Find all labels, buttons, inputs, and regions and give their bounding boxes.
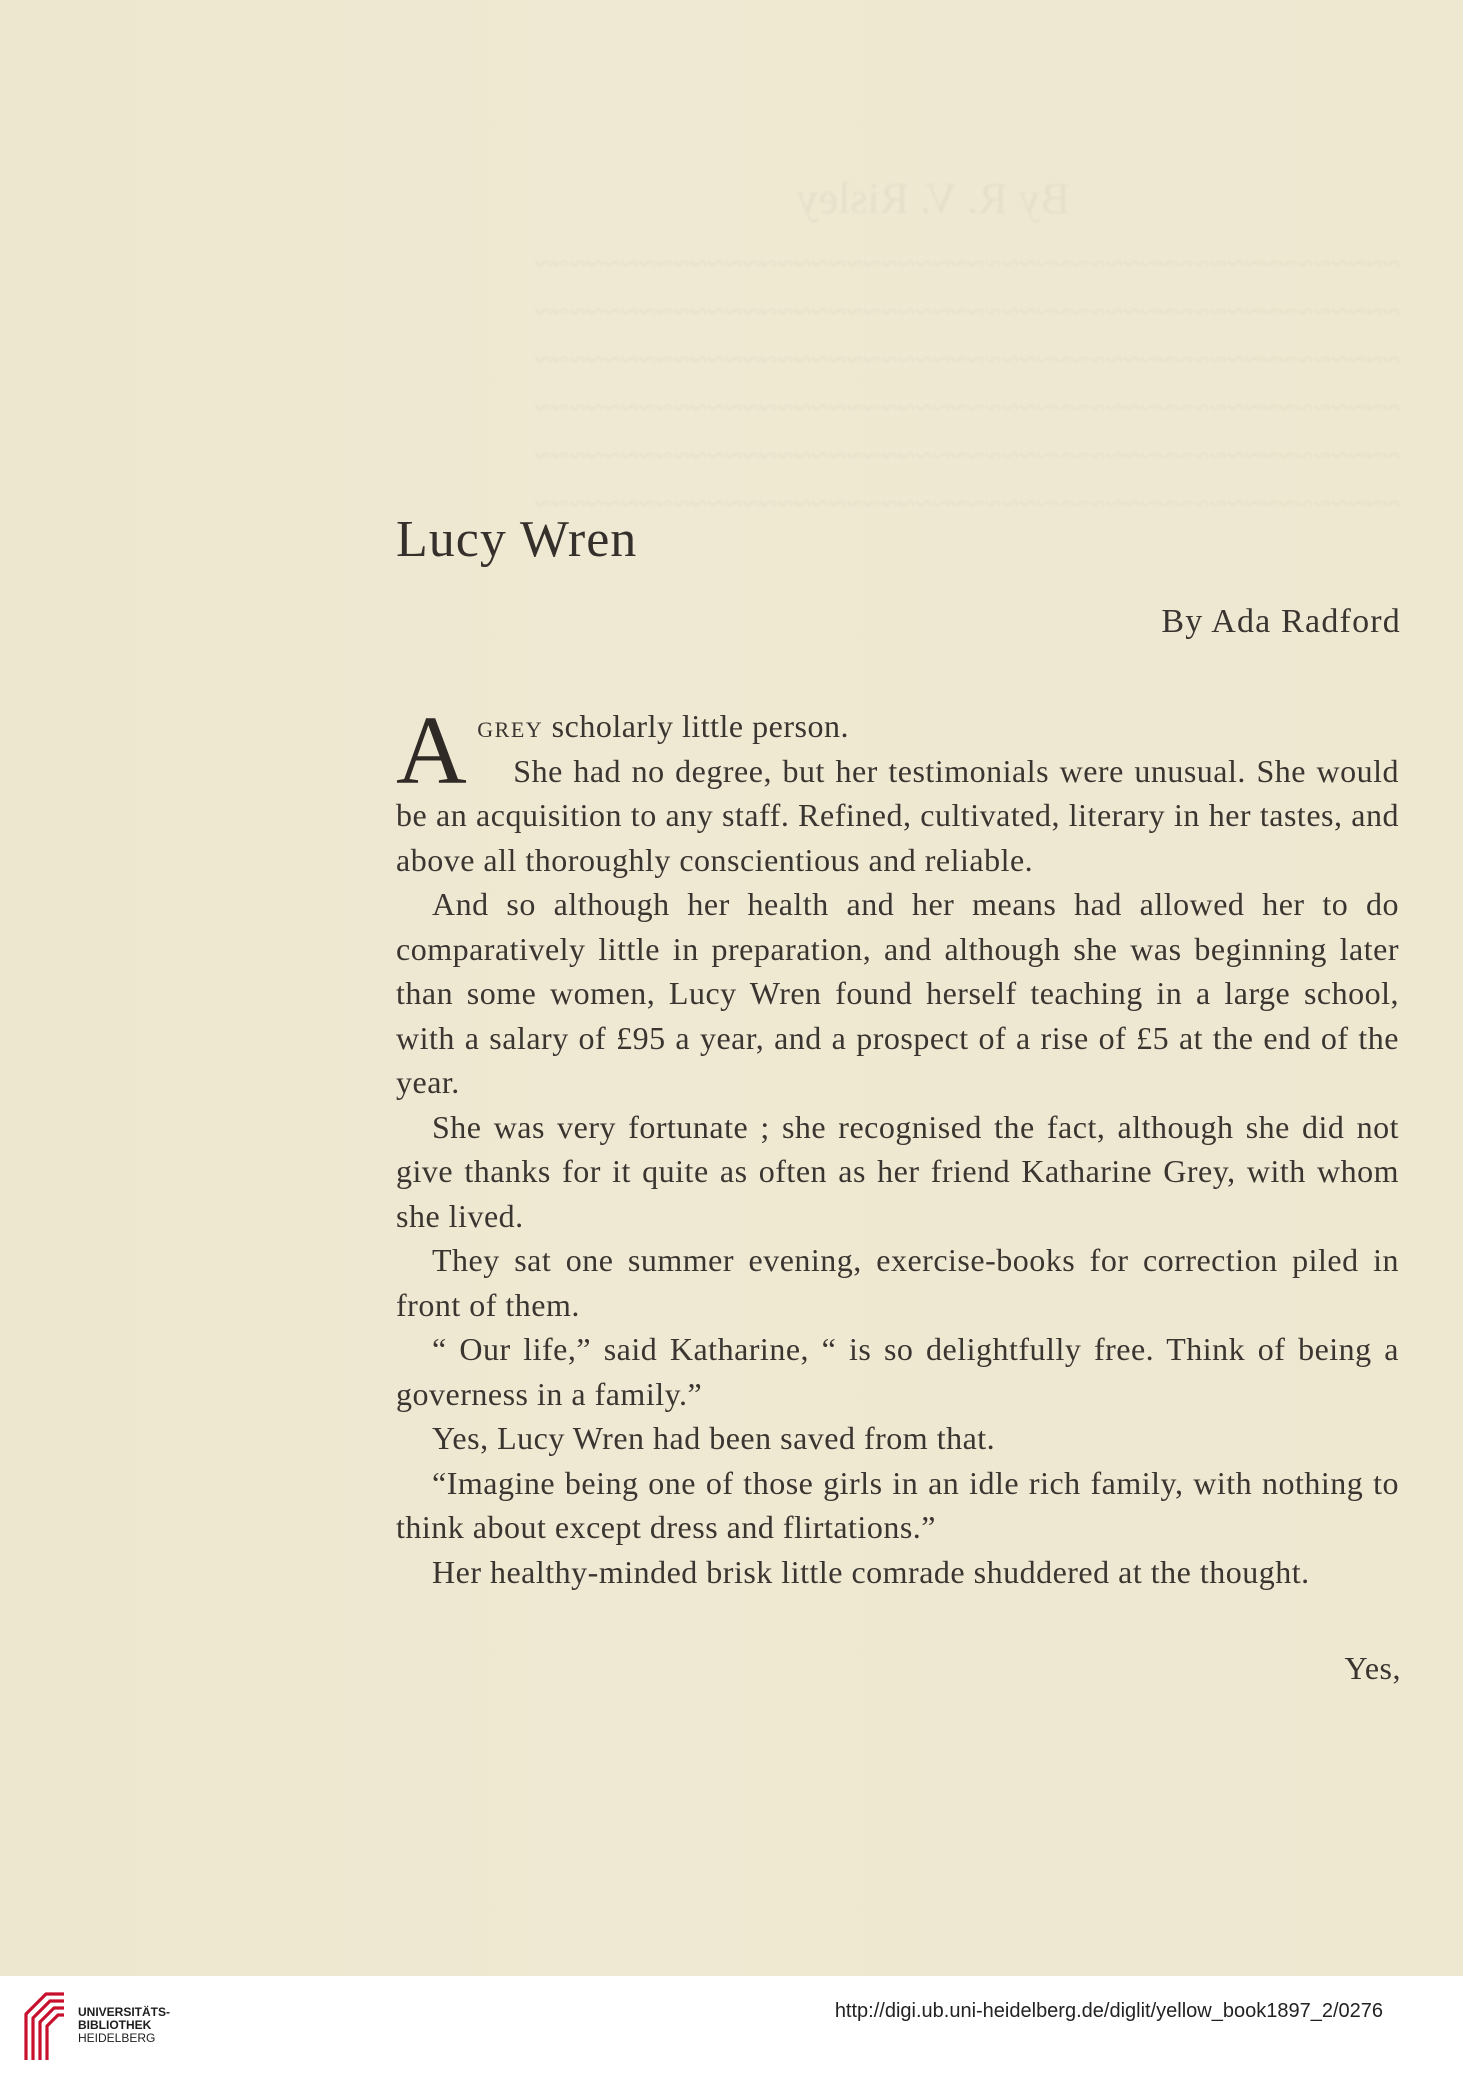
library-line-3: HEIDELBERG	[78, 2031, 156, 2045]
permalink-url[interactable]: http://digi.ub.uni-heidelberg.de/diglit/yellow_book1897_2/0276	[834, 2000, 1383, 2022]
library-line-1: UNIVERSITÄTS-	[78, 2005, 171, 2019]
library-line-2: BIBLIOTHEK	[78, 2018, 152, 2032]
library-footer	[0, 1976, 1463, 2080]
paragraph: “ Our life,” said Katharine, “ is so delightfully free. Think of being a governess in a family.”	[396, 1331, 1399, 1412]
story-body	[396, 697, 1399, 1594]
opening-paragraph	[396, 697, 1399, 805]
library-logo-icon	[20, 1990, 70, 2062]
paragraph: She was very fortunate ; she recognised the fact, although she did not give thanks for it quite as often as her friend Katharine Grey, with whom she lived.	[396, 1108, 1399, 1234]
drop-cap: A	[396, 697, 468, 805]
paragraph: They sat one summer evening, exercise-books for correction piled in front of them.	[396, 1242, 1399, 1323]
bleed-through-text	[390, 175, 1400, 527]
paragraph: And so although her health and her means had allowed her to do comparatively little in preparation, and although she was beginning later than some women, Lucy Wren found herself teaching in a large school, with a salary of £95 a year, and a prospect of a rise of £5 at the end of the year.	[396, 886, 1399, 1100]
paragraph: “Imagine being one of those girls in an idle rich family, with nothing to think about except dress and flirtations.”	[396, 1464, 1399, 1545]
author-byline: By Ada Radford	[1161, 603, 1401, 640]
catchword: Yes,	[1344, 1650, 1401, 1686]
opening-small-caps: grey	[477, 708, 544, 744]
story-title: Lucy Wren	[396, 511, 638, 568]
paragraph: Her healthy-minded brisk little comrade shuddered at the thought.	[432, 1553, 1310, 1590]
paragraph: She had no degree, but her testimonials were unusual. She would be an acquisition to any staff. Refined, cultivated, literary in her tastes, and above all thoroughly conscientious and reliable.	[396, 752, 1399, 878]
paragraph: Yes, Lucy Wren had been saved from that.	[432, 1420, 996, 1456]
opening-line: scholarly little person.	[543, 708, 849, 744]
library-name	[78, 2006, 170, 2045]
